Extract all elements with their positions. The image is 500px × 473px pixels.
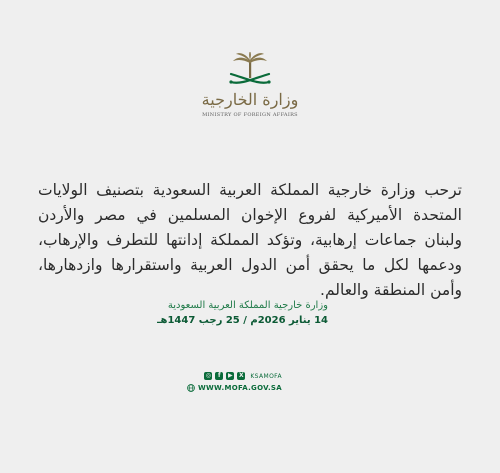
- globe-icon: [187, 384, 195, 392]
- signature-date: 14 يناير 2026م / 25 رجب 1447هـ: [157, 315, 328, 326]
- youtube-icon[interactable]: ▶: [228, 372, 233, 379]
- instagram-icon[interactable]: ◎: [205, 372, 211, 379]
- saudi-emblem-icon: [223, 52, 277, 90]
- ministry-wordmark-english: MINISTRY OF FOREIGN AFFAIRS: [202, 112, 298, 118]
- statement-text: ترحب وزارة خارجية المملكة العربية السعودية بتصنيف الولايات المتحدة الأميركية لفروع الإخوان المسلمين في مصر والأردن ولبنان جماعات إرهابية، وتؤكد المملكة إدانتها للتطرف والإرهاب، ودعمها لكل ما يحقق أمن الدول العربية واستقرارها وازدهارها، وأمن المنطقة والعالم.: [38, 181, 462, 299]
- ministry-wordmark-arabic: وزارة الخارجية: [201, 90, 299, 109]
- footer: [187, 371, 282, 392]
- signature-block: [157, 299, 328, 328]
- social-row: [187, 371, 282, 381]
- x-icon[interactable]: X: [239, 372, 244, 379]
- website-link[interactable]: WWW.MOFA.GOV.SA: [198, 384, 282, 392]
- facebook-icon[interactable]: f: [215, 372, 223, 380]
- website-row[interactable]: [187, 384, 282, 392]
- signature-org: وزارة خارجية المملكة العربية السعودية: [167, 300, 328, 311]
- social-handle[interactable]: KSAMOFA: [250, 372, 282, 380]
